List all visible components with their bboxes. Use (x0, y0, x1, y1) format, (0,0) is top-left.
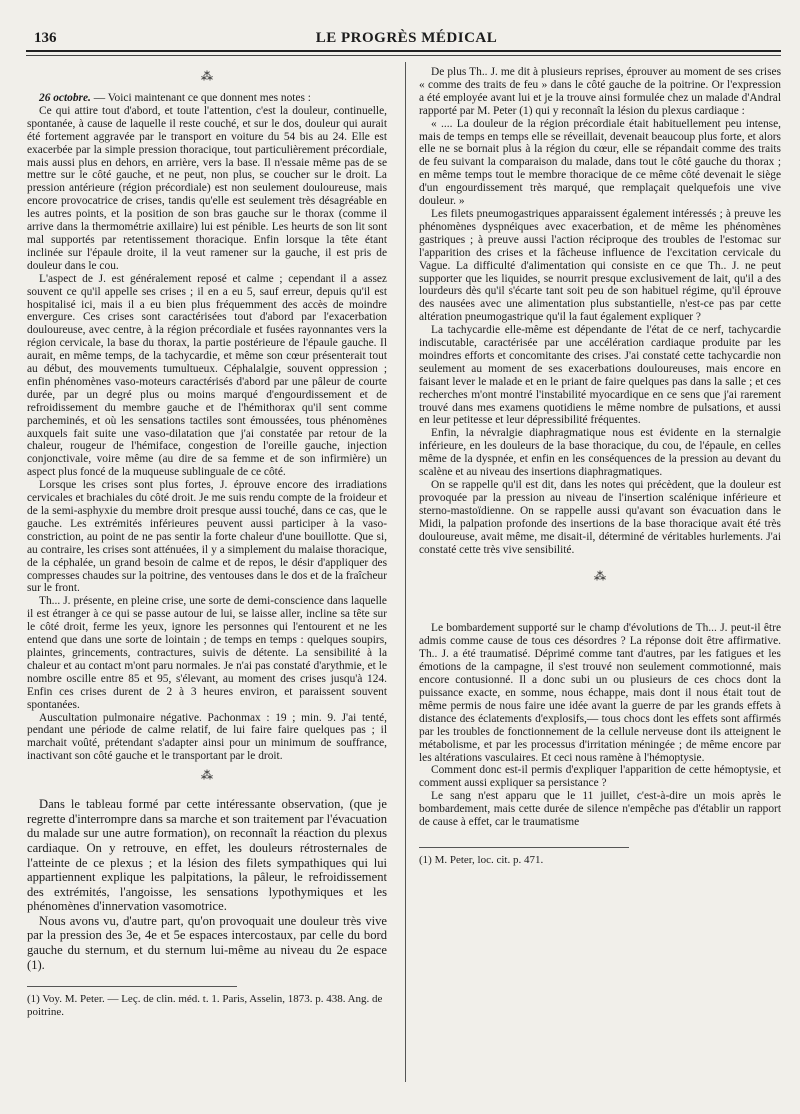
paragraph: Th... J. présente, en pleine crise, une sorte de demi-conscience dans laquelle il est étranger à ce qui se passe autour de lui, se laisse aller, incline sa tête sur le côté droit, ferme les yeux, ignore les personnes qui l'entourent et ne les entend que dans une sorte de lointain ; de temps en temps : quelques soupirs, plaintes, grincements, contractures, suivis de détente. La sensibilité à la chaleur et au contact m'ont paru normales. Je n'ai pas constaté d'arythmie, et le nombre oscille entre 85 et 95, s'élevant, au moment des crises jusqu'à 124. Enfin ces crises durent de 2 à 3 heures environ, et paraissent souvent spontanées. (27, 595, 387, 711)
entry-date: 26 octobre. (39, 92, 91, 104)
paragraph: Enfin, la névralgie diaphragmatique nous est évidente en la sternalgie inférieure, en les douleurs de la base thoracique, du cou, de l'épaule, en celles même de la dyspnée, et enfin en les conséquences de la pression au devant du scalène et au niveau des insertions diaphragmatiques. (419, 427, 781, 479)
paragraph: Les filets pneumogastriques apparaissent également intéressés ; à preuve les phénomènes dyspnéiques avec exacerbation, et de même les phénomènes gastriques ; à preuve aussi l'action réciproque des troubles de l'estomac sur l'apparition des crises et la fâcheuse influence de l'excitation cervicale du Vague. La difficulté d'alimentation qui consiste en ce que Th.. J. ne peut supporter que les liquides, se nourrit presque exclusivement de lait, qu'il a des lourdeurs dès qu'il s'écarte tant soit peu de son habituel régime, qu'il éprouve des nausées avec une alimentation plus substantielle, n'est-ce pas par cette altération pneumogastrique qu'il la faut également expliquer ? (419, 207, 781, 324)
paragraph: La tachycardie elle-même est dépendante de l'état de ce nerf, tachycardie indiscutable, caractérisée par une accélération cardiaque produite par les moindres efforts et concomitante des crises. J'ai constaté cette tachycardie non seulement au moment de ses exacerbations douloureuses, mais encore en faisant lever le malade et en le priant de faire quelques pas dans la salle ; et ces recherches m'ont montré l'instabilité myocardique en ce sens que j'ai rarement trouvé dans mes examens quotidiens le même nombre de pulsations, et aussi en leur petitesse et leur dépressibilité fréquentes. (419, 324, 781, 427)
journal-title: LE PROGRÈS MÉDICAL (315, 30, 498, 46)
paragraph: L'aspect de J. est généralement reposé et calme ; cependant il a assez souvent ce qu'il appelle ses crises ; il en a eu 5, sauf erreur, depuis qu'il est hospitalisé ici, mais il a eu bien plus fréquemment des accès de moindre envergure. Ces crises sont caractérisées tout d'abord par l'exacerbation douloureuse, avec centre, à la région précordiale et fusées rayonnantes vers la région cervicale, la base du thorax, la partie postérieure de l'épaule gauche. Il aurait, en même temps, de la tachycardie, et même son cœur présenterait tout au début, des mouvements tumultueux. Céphalalgie, souvent oppression ; enfin phénomènes vaso-moteurs caractérisés d'abord par une pâleur de courte durée, par un degré plus ou moins marqué d'engourdissement et de refroidissement du membre gauche et de l'hémithorax qu'il sent comme parcheminés, et où les sensations tactiles sont émoussées, tous phénomènes auxquels fait suite une vaso-dilatation que j'ai constatée par retour de la chaleur, rougeur de l'hémiface, congestion de l'oreille gauche, injection conjonctivale, voire même (au dire de sa femme et de son infirmière) un aspect plus foncé de la muqueuse sublinguale de ce côté. (27, 272, 387, 479)
right-column (419, 66, 781, 867)
header-rule-thin (26, 55, 781, 56)
page-header (34, 30, 779, 52)
paragraph: Le sang n'est apparu que le 11 juillet, c'est-à-dire un mois après le bombardement, mais cette durée de silence n'empêche pas d'établir un rapport de cause à effet, car le traumatisme (419, 790, 781, 829)
paragraph: Dans le tableau formé par cette intéressante observation, (que je regrette d'interrompre dans sa marche et son traitement par l'évacuation du malade sur une autre formation), on reconnaît la réaction du plexus cardiaque. On y retrouve, en effet, les douleurs rétrosternales de l'atteinte de ce plexus ; et la lésion des filets sympathiques qui lui appartiennent explique les palpitations, la pâleur, le refroidissement des extrémités, l'angoisse, les sensations lypothymiques et les phénomènes d'innervation vasomotrice. (27, 797, 387, 914)
paragraph: Lorsque les crises sont plus fortes, J. éprouve encore des irradiations cervicales et brachiales du côté droit. Je me suis rendu compte de la froideur et de la semi-asphyxie du membre droit presque aussi touché, dans ce cas, que le gauche. Les extrémités inférieures peuvent aussi participer à la vaso-constriction, au point de ne pas sentir la forte chaleur d'une bouillotte. Que si, au contraire, les crises sont atténuées, il y a simplement du malaise thoracique, de la céphalée, un grand besoin de calme et de repos, le désir d'appliquer des compresses chaudes sur la poitrine, des ventouses dans le dos et de la fraîcheur sur le front. (27, 479, 387, 595)
paragraph: De plus Th.. J. me dit à plusieurs reprises, éprouver au moment de ses crises « comme des traits de feu » dans le côté gauche de la poitrine. Or l'expression a été employée avant lui et je la trouve ainsi formulée chez un malade d'Andral rapporté par M. Peter (1) qui y reconnaît la lésion du plexus cardiaque : (419, 66, 781, 117)
footnote-rule (419, 847, 629, 848)
left-column (27, 66, 387, 1019)
paragraph: On se rappelle qu'il est dit, dans les notes qui précèdent, que la douleur est provoquée par la pression au niveau de l'insertion scalénique inférieure et sterno-mastoïdienne. On se rappelle aussi qu'avant son évacuation dans le Midi, la palpation profonde des insertions de la base thoracique avait été très douloureuse, avait même, me disait-il, déterminé de véritables hurlements. J'ai constaté cette très vive sensibilité. (419, 479, 781, 556)
column-divider (405, 62, 406, 1082)
section-stars: ⁂ (201, 69, 213, 83)
page-number: 136 (34, 30, 57, 46)
paragraph: Ce qui attire tout d'abord, et toute l'attention, c'est la douleur, continuelle, spontanée, à cause de laquelle il reste couché, et sur le dos, douleur qui aurait été fortement aggravée par le transport en voiture du 54 bis au 24. Elle est exacerbée par la simple pression thoracique, tout particulièrement précordiale, mais aussi plus en dehors, en arrière, vers la base. Il n'essaie même pas de se mettre sur le côté gauche, et ne peut, non plus, se coucher sur le droit. La pression antérieure (région précordiale) est non seulement douloureuse, mais encore provocatrice de crises, tandis qu'elle est seulement très désagréable en les autres points, et la position de son bras gauche sur le thorax (comme il arrive dans la thermométrie axillaire) lui est pénible. Les heurts de son lit sont mal supportés par retentissement thoracique. Enfin lorsque la tête étant inclinée sur l'épaule droite, il la veut ramener sur la gauche, il est pris de douleur dans le cou. (27, 104, 387, 272)
paragraph: Comment donc est-il permis d'expliquer l'apparition de cette hémoptysie, et comment aussi expliquer sa persistance ? (419, 764, 781, 790)
paragraph: Auscultation pulmonaire négative. Pachonmax : 19 ; min. 9. J'ai tenté, pendant une période de calme relatif, de lui faire faire quelques pas ; il marchait voûté, prétendant s'adapter ainsi pour un minimum de souffrance, inactivant son côté gauche et le transportant par le droit. (27, 711, 387, 763)
section-stars: ⁂ (201, 768, 213, 783)
footnote: (1) M. Peter, loc. cit. p. 471. (419, 853, 544, 866)
block-quote: « .... La douleur de la région précordiale était habituellement peu intense, mais de temps en temps elle se réveillait, devenait beaucoup plus forte, et alors elle ne se bornait plus à la région du cœur, elle se répandait comme des traits de feu suivant la comparaison du malade, dans tout le côté gauche du thorax ; en même temps tout le membre thoracique de ce même côté devenait le siège d'un engourdissement très marqué, que remplaçait quelquefois une vive douleur. » (419, 117, 781, 208)
paragraph: Nous avons vu, d'autre part, qu'on provoquait une douleur très vive par la pression des 3e, 4e et 5e espaces intercostaux, par celle du bord gauche du sternum, et du sternum lui-même au niveau du 2e espace (1). (27, 913, 387, 972)
paragraph: Le bombardement supporté sur le champ d'évolutions de Th... J. peut-il être admis comme cause de tous ces désordres ? La réponse doit être affirmative. Th.. J. a été traumatisé. Déprimé comme tant d'autres, par les fatigues et les émotions de la campagne, il s'est trouvé non seulement commotionné, mais encore contusionné. Il a donc subi un ou plusieurs de ces chocs dont la puissance exacte, en somme, nous échappe, mais dont il nous était tout de même permis de nous faire une idée avant la guerre de par les grands effets à distance des éclatements d'explosifs,— tous chocs dont les effets sont affirmés par les troubles de fonctionnement de la cellule nerveuse dont ils atteignent le métabolisme, et par les processus d'irritation méningée ; de même encore par les altérations vasculaires. Et ceci nous ramène à l'hémoptysie. (419, 622, 781, 764)
footnote: (1) Voy. M. Peter. — Leç. de clin. méd. t. 1. Paris, Asselin, 1873. p. 438. Ang. de poitrine. (27, 993, 383, 1019)
header-rule (26, 50, 781, 52)
section-stars: ⁂ (594, 569, 606, 584)
paragraph: 26 octobre. — Voici maintenant ce que donnent mes notes : (39, 92, 311, 104)
footnote-rule (27, 986, 237, 987)
